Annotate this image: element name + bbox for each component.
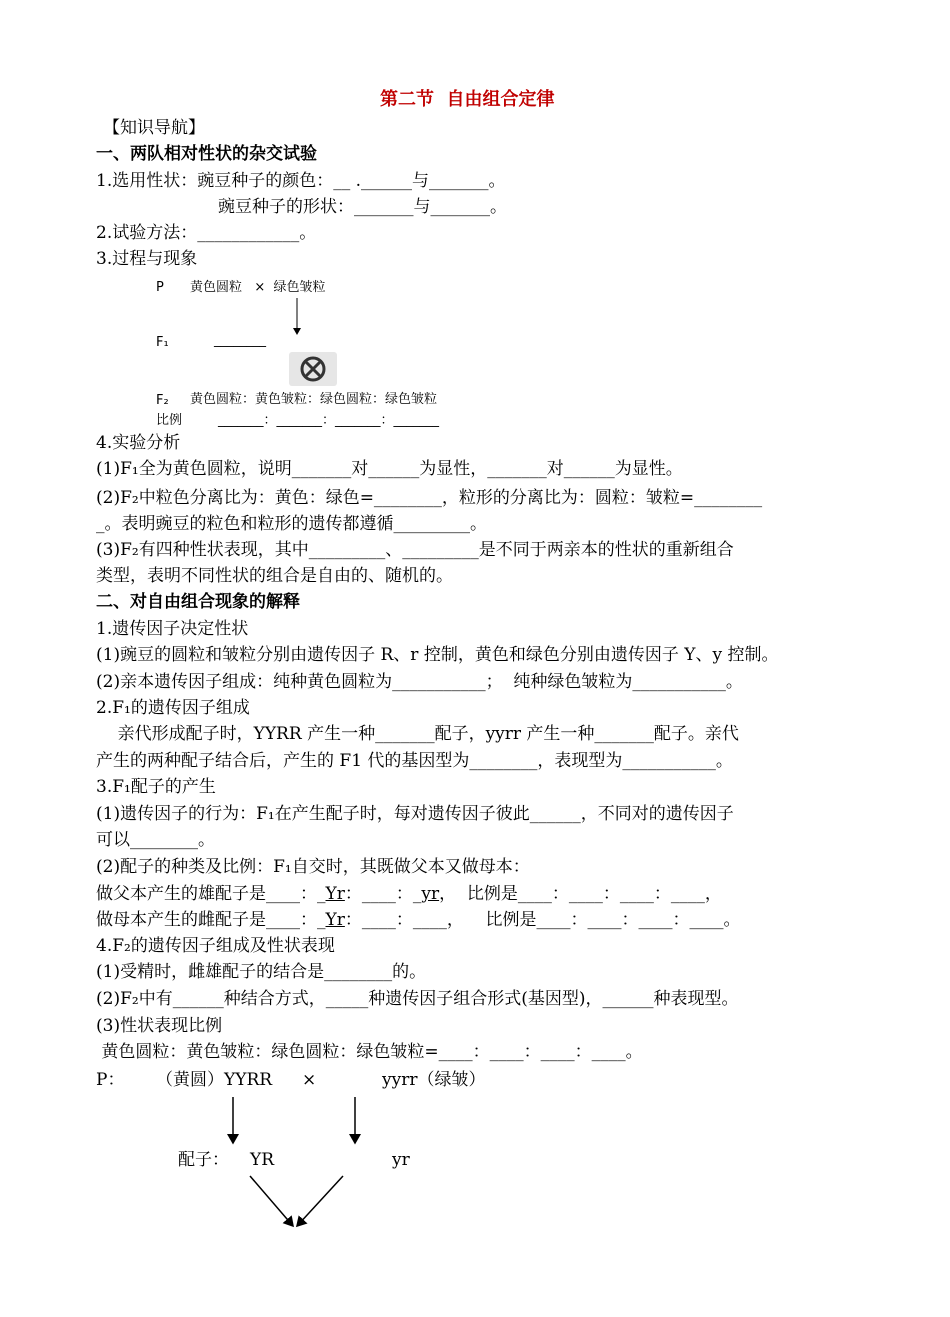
q4-analysis: 4.实验分析 <box>96 433 181 453</box>
a3-1a: (1)遗传因子的行为：F₁在产生配子时，每对遗传因子彼此______，不同对的遗传因子 <box>96 804 734 824</box>
a4-ratio: 黄色圆粒：黄色皱粒：绿色圆粒：绿色皱粒=____：____：____：____。 <box>96 1042 643 1062</box>
q2-method: 2.试验方法：____________。 <box>96 223 317 243</box>
a3-1b: 可以________。 <box>96 830 215 850</box>
arrow-gamete2 <box>297 1176 343 1226</box>
female-gametes-prefix: 做母本产生的雌配子是____：_ <box>96 910 326 930</box>
knowledge-nav: 【知识导航】 <box>103 118 205 138</box>
q4-2a: (2)F₂中粒色分离比为：黄色：绿色=________，粒形的分离比为：圆粒：皱粒=________ <box>96 488 763 508</box>
page-title: 第二节 自由组合定律 <box>380 89 555 110</box>
f1-label: F₁ <box>156 335 169 350</box>
diagram-gamete-yr-lower: yr <box>392 1150 410 1170</box>
diagram-parent1: （黄圆）YYRR <box>156 1070 273 1090</box>
section1-heading: 一、两队相对性状的杂交试验 <box>96 144 317 164</box>
diagram-gamete-yr-upper: YR <box>250 1150 275 1170</box>
female-gamete-yr: Yr <box>325 910 345 930</box>
diagram-p-label: P： <box>96 1070 125 1090</box>
male-gamete-yr-upper: Yr <box>325 884 345 904</box>
a2-p1: 亲代形成配子时，YYRR 产生一种_______配子，yyrr 产生一种_______配子。亲代 <box>96 724 739 744</box>
female-gametes-suffix: ：____：____， 比例是____：____：____：____。 <box>344 910 741 930</box>
ratio-label: 比例 <box>156 413 183 428</box>
a4-3: (3)性状表现比例 <box>96 1016 223 1036</box>
section2-heading: 二、对自由组合现象的解释 <box>96 592 300 612</box>
a1-1: (1)豌豆的圆粒和皱粒分别由遗传因子 R、r 控制，黄色和绿色分别由遗传因子 Y、y 控制。 <box>96 645 779 665</box>
f1-blank: ________ <box>214 333 266 348</box>
a2: 2.F₁的遗传因子组成 <box>96 698 250 718</box>
male-gamete-yr-lower: yr <box>421 884 440 904</box>
q4-3a: (3)F₂有四种性状表现，其中_________、_________是不同于两亲本的性状的重新组合 <box>96 540 734 560</box>
a1-2: (2)亲本遗传因子组成：纯种黄色圆粒为___________； 纯种绿色皱粒为___________。 <box>96 672 743 692</box>
a4: 4.F₂的遗传因子组成及性状表现 <box>96 936 335 956</box>
a4-1: (1)受精时，雌雄配子的结合是________的。 <box>96 962 427 982</box>
p-cross: 黄色圆粒 × 绿色皱粒 <box>190 280 326 295</box>
a3-2: (2)配子的种类及比例：F₁自交时，其既做父本又做母本： <box>96 857 530 877</box>
q3-process: 3.过程与现象 <box>96 249 198 269</box>
ratio-blanks: _______：_______：_______：_______ <box>218 413 440 428</box>
diagram-parent2: yyrr（绿皱） <box>382 1070 486 1090</box>
a1: 1.遗传因子决定性状 <box>96 619 249 639</box>
diagram-cross-symbol: × <box>302 1070 317 1090</box>
q4-1: (1)F₁全为黄色圆粒，说明_______对______为显性，_______对______为显性。 <box>96 459 683 479</box>
arrow-gamete1 <box>250 1176 293 1226</box>
male-gametes-prefix: 做父本产生的雄配子是____：_ <box>96 884 326 904</box>
a3: 3.F₁配子的产生 <box>96 777 216 797</box>
q4-2b: _。表明豌豆的粒色和粒形的遗传都遵循_________。 <box>96 514 487 534</box>
q4-3b: 类型，表明不同性状的组合是自由的、随机的。 <box>96 566 453 586</box>
q1-shape: 豌豆种子的形状：_______与_______。 <box>218 197 507 217</box>
diagram-gamete-label: 配子： <box>178 1150 229 1170</box>
f2-label: F₂ <box>156 393 169 408</box>
a2-p2: 产生的两种配子结合后，产生的 F1 代的基因型为________，表现型为___________。 <box>96 751 733 771</box>
a4-2: (2)F₂中有______种结合方式，_____种遗传因子组合形式(基因型)，______种表现型。 <box>96 989 739 1009</box>
f2-phenotypes: 黄色圆粒：黄色皱粒：绿色圆粒：绿色皱粒 <box>190 392 438 407</box>
p-label: P <box>156 280 164 295</box>
q1-color: 1.选用性状：豌豆种子的颜色：__ .______与_______。 <box>96 171 506 191</box>
male-gametes-suffix: ， 比例是____：____：____：____， <box>439 884 722 904</box>
male-gametes-mid: ：____：_ <box>344 884 422 904</box>
